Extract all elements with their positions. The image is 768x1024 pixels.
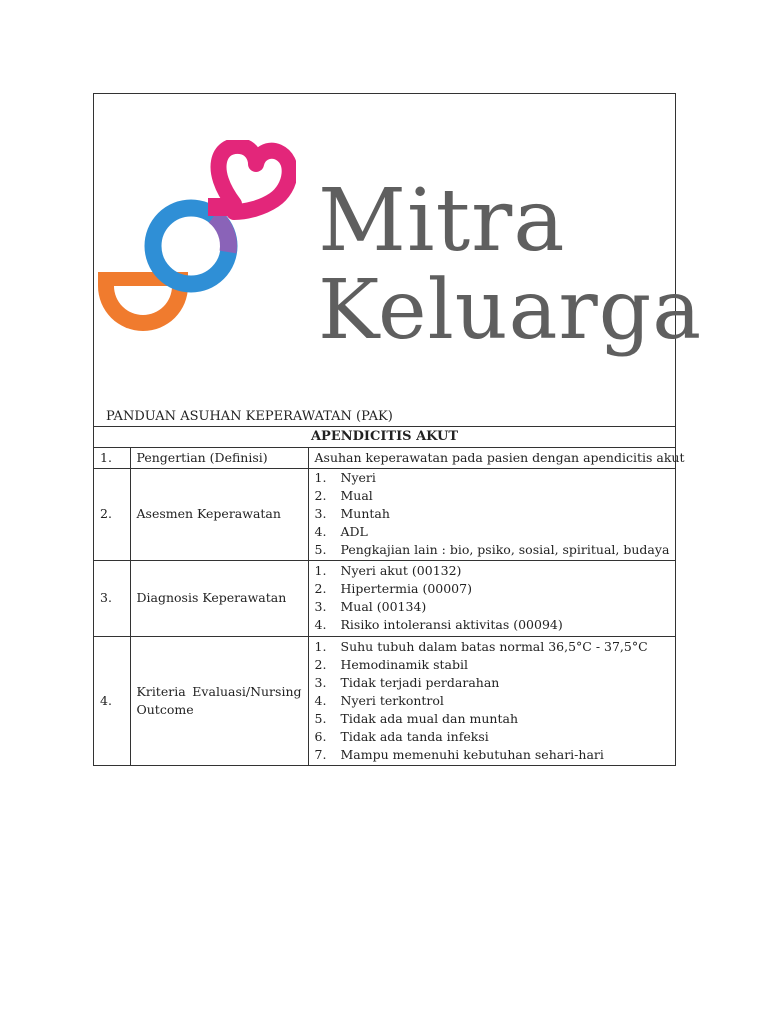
content-table	[94, 448, 685, 765]
list-item: 3. Mual (00134)	[314, 599, 427, 614]
list-item: 1. Nyeri	[314, 470, 376, 485]
logo-wordmark	[318, 171, 703, 358]
row-label: Diagnosis Keperawatan	[130, 560, 308, 636]
list-item: 5. Pengkajian lain : bio, psiko, sosial, spiritual, budaya	[314, 542, 670, 557]
row-label: Pengertian (Definisi)	[130, 448, 308, 468]
list-item: 4. Risiko intoleransi aktivitas (00094)	[314, 617, 563, 632]
list-item: 1. Nyeri akut (00132)	[314, 563, 462, 578]
panduan-heading: PANDUAN ASUHAN KEPERAWATAN (PAK)	[106, 409, 393, 424]
diagnosis-list	[315, 562, 670, 634]
logo-line-mitra: Mitra	[318, 171, 566, 271]
list-item: 4. Nyeri terkontrol	[314, 692, 444, 708]
list-item: 3. Muntah	[314, 506, 390, 521]
list-item: 1. Suhu tubuh dalam batas normal 36,5°C - 37,5°C	[314, 638, 648, 654]
row-label	[130, 636, 308, 765]
list-item: 2. Hemodinamik stabil	[314, 656, 468, 672]
document-table	[93, 93, 703, 766]
list-item: 3. Tidak terjadi perdarahan	[314, 674, 500, 690]
list-item: 6. Tidak ada tanda infeksi	[314, 728, 489, 744]
list-item: 2. Mual	[314, 488, 373, 503]
table-row	[94, 636, 675, 765]
list-item: 4. ADL	[314, 524, 368, 539]
list-item: 2. Hipertermia (00007)	[314, 581, 472, 596]
list-item: 7. Mampu memenuhi kebutuhan sehari-hari	[314, 746, 604, 762]
row-number: 1.	[94, 448, 130, 468]
table-row	[94, 560, 675, 636]
asesmen-list	[315, 469, 670, 559]
document-title: APENDICITIS AKUT	[94, 427, 675, 448]
row-content	[308, 560, 675, 636]
row-label: Asesmen Keperawatan	[130, 468, 308, 560]
row-content	[308, 468, 675, 560]
header-cell	[94, 94, 703, 427]
row-content	[308, 636, 675, 765]
row-content: Asuhan keperawatan pada pasien dengan apendicitis akut	[308, 448, 675, 468]
list-item: 5. Tidak ada mual dan muntah	[314, 710, 519, 726]
row-label-line2: Outcome	[136, 701, 194, 717]
row-number: 3.	[94, 560, 130, 636]
table-row	[94, 468, 675, 560]
logo-line-keluarga: Keluarga	[318, 263, 703, 358]
row-number: 2.	[94, 468, 130, 560]
row-number: 4.	[94, 636, 130, 765]
table-row	[94, 448, 675, 468]
outcome-list	[315, 638, 670, 764]
row-label-line1: Kriteria Evaluasi/Nursing	[136, 683, 302, 699]
mitra-keluarga-logo-icon	[96, 140, 296, 344]
